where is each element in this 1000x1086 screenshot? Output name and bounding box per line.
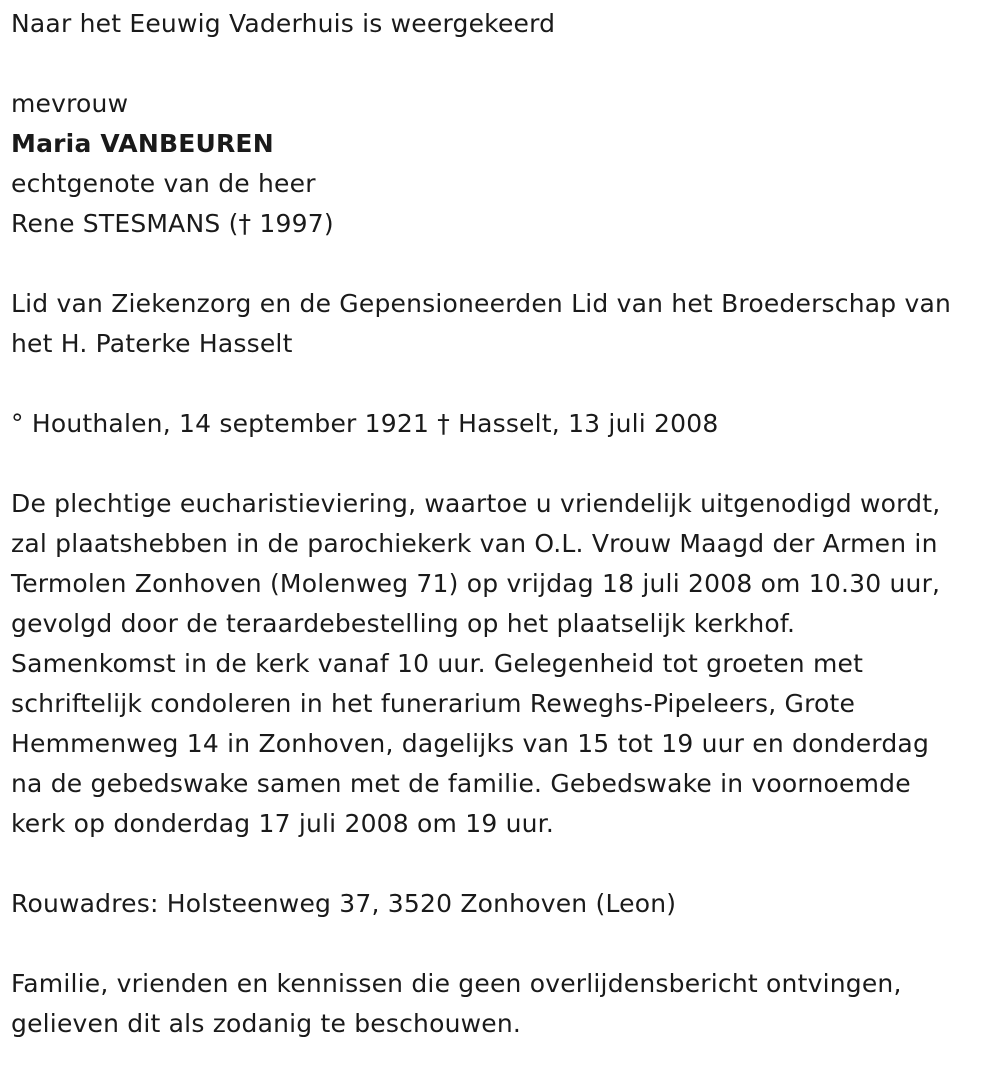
death-notice: [11, 4, 991, 1044]
spacer: [11, 44, 991, 84]
ceremony-line: Termolen Zonhoven (Molenweg 71) op vrijdag 18 juli 2008 om 10.30 uur,: [11, 569, 941, 598]
spacer: [11, 244, 991, 284]
ceremony-line: schriftelijk condoleren in het funerarium Reweghs-Pipeleers, Grote: [11, 689, 856, 718]
ceremony-line: na de gebedswake samen met de familie. Gebedswake in voornoemde: [11, 769, 911, 798]
ceremony-line: Samenkomst in de kerk vanaf 10 uur. Gelegenheid tot groeten met: [11, 649, 864, 678]
spouse-name: Rene STESMANS († 1997): [11, 209, 334, 238]
intro-text: Naar het Eeuwig Vaderhuis is weergekeerd: [11, 9, 556, 38]
ceremony-line: gevolgd door de teraardebestelling op het plaatselijk kerkhof.: [11, 609, 796, 638]
ceremony-line: De plechtige eucharistieviering, waartoe u vriendelijk uitgenodigd wordt,: [11, 489, 941, 518]
spacer: [11, 364, 991, 404]
ceremony-line: Hemmenweg 14 in Zonhoven, dagelijks van 15 tot 19 uur en donderdag: [11, 729, 930, 758]
ceremony-line: zal plaatshebben in de parochiekerk van O.L. Vrouw Maagd der Armen in: [11, 529, 938, 558]
deceased-name: Maria VANBEUREN: [11, 129, 274, 158]
birth-death-dates: ° Houthalen, 14 september 1921 † Hasselt, 13 juli 2008: [11, 409, 719, 438]
closing-line: gelieven dit als zodanig te beschouwen.: [11, 1009, 522, 1038]
relation-text: echtgenote van de heer: [11, 169, 316, 198]
spacer: [11, 924, 991, 964]
closing-line: Familie, vrienden en kennissen die geen overlijdensbericht ontvingen,: [11, 969, 902, 998]
mourning-address: Rouwadres: Holsteenweg 37, 3520 Zonhoven (Leon): [11, 889, 677, 918]
spacer: [11, 444, 991, 484]
memberships-line: het H. Paterke Hasselt: [11, 329, 293, 358]
salutation: mevrouw: [11, 89, 129, 118]
ceremony-line: kerk op donderdag 17 juli 2008 om 19 uur.: [11, 809, 555, 838]
spacer: [11, 844, 991, 884]
memberships-line: Lid van Ziekenzorg en de Gepensioneerden Lid van het Broederschap van: [11, 289, 952, 318]
